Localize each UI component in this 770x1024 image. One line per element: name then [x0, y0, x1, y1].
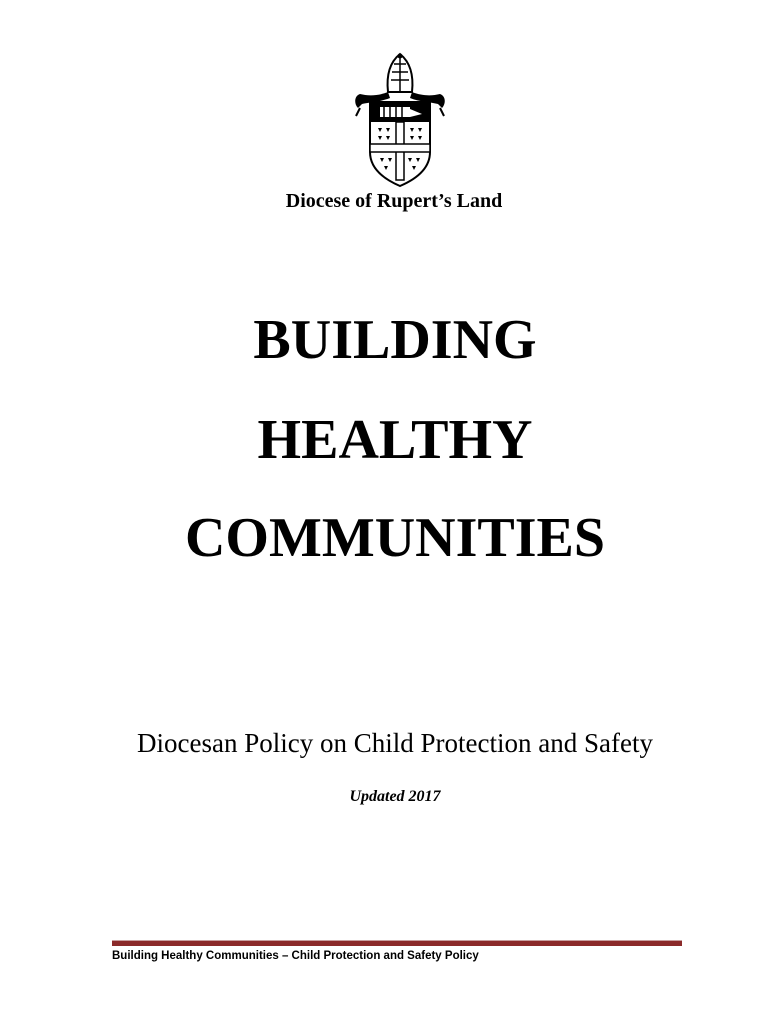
document-subtitle: Diocesan Policy on Child Protection and Safety [137, 728, 653, 758]
updated-date: Updated 2017 [349, 788, 441, 805]
footer-text: Building Healthy Communities – Child Protection and Safety Policy [112, 950, 479, 962]
coat-of-arms-icon [350, 52, 450, 188]
title-line-2: HEALTHY [257, 409, 533, 471]
title-line-3: COMMUNITIES [184, 507, 606, 569]
diocese-name: Diocese of Rupert’s Land [285, 190, 503, 212]
title-line-1: BUILDING [253, 309, 537, 371]
footer-divider [112, 940, 682, 946]
